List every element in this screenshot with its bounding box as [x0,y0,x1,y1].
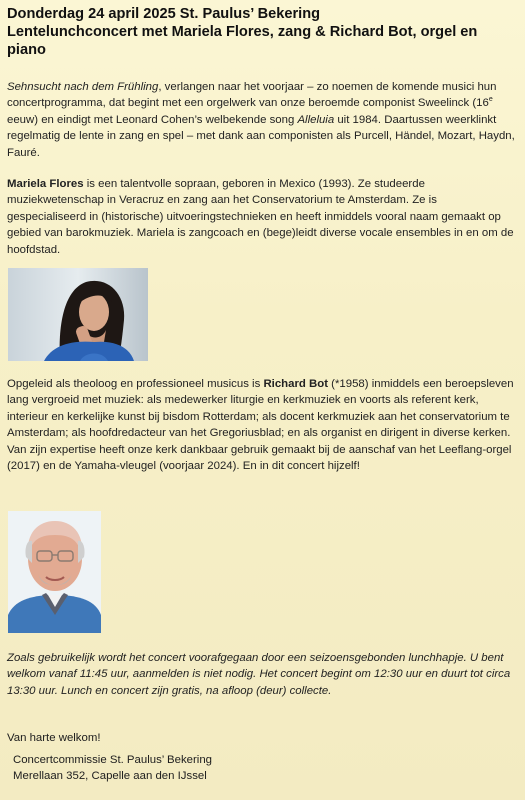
intro-text-a: , verlangen naar het voorjaar – zo noemen de komende musici hun concertprogramma, dat begint met een orgelwerk van onze beroemde componist Sweelinck (16 [7,81,497,110]
bot-name: Richard Bot [263,378,329,390]
richard-bot-photo [8,511,101,633]
welcome-text: Van harte welkom! [7,732,101,744]
title-date-line: Donderdag 24 april 2025 St. Paulus’ Bekering [7,6,321,22]
song-title: Alleluia [297,113,335,126]
title-concert-line: Lentelunchconcert met Mariela Flores, zang & Richard Bot, orgel en piano [7,24,478,58]
intro-text-c: uit 1984. Daartussen weerklinkt regelmatig de lente in zang en spel – met dank aan componisten als Purcell, Händel, Mozart, Haydn, Fauré. [7,113,515,159]
bot-paragraph [7,376,519,474]
flores-paragraph [7,176,519,258]
flores-bio: is een talentvolle sopraan, geboren in Mexico (1993). Ze studeerde muziekwetenschap in Veracruz en zang aan het Conservatorium te Amsterdam. Ze is gespecialiseerd in (historische) uitvoeringstechnieken en heeft inmiddels vooral naam gemaakt op gebied van barokmuziek. Mariela is zangcoach en (bege)leidt diverse vocale ensembles in en om de hoofdstad. [7,178,514,256]
mariela-flores-portrait [8,268,148,361]
committee-name: Concertcommissie St. Paulus’ Bekering [13,754,212,766]
mariela-flores-photo [8,268,148,361]
flyer-title [7,5,517,59]
flores-name: Mariela Flores [7,178,84,190]
intro-paragraph [7,79,519,161]
practical-info: Zoals gebruikelijk wordt het concert voorafgegaan door een seizoensgebonden lunchhapje. U bent welkom vanaf 11:45 uur, aanmelden is niet nodig. Het concert begint om 12:30 uur en duurt tot circa 13:30 uur. Lunch en concert zijn gratis, na afloop (deur) collecte. [7,652,511,697]
address: Merellaan 352, Capelle aan den IJssel [13,770,207,782]
intro-text-b: eeuw) en eindigt met Leonard Cohen’s welbekende song [7,113,298,126]
bot-bio: (*1958) inmiddels een beroepsleven lang vergroeid met muziek: als medewerker liturgie en kerkmuziek en voorts als referent kerk, interieur en kerkelijke kunst bij bisdom Rotterdam; als docent kerkmuziek aan het conservatorium te Amsterdam; als hoofdredacteur van het Gregoriusblad; en als organist en dirigent in diverse kerken. Van zijn expertise heeft onze kerk dankbaar gebruik gemaakt bij de aanschaf van het Leeflang-orgel (2017) en de Yamaha-vleugel (voorjaar 2024). En in dit concert hijzelf! [7,378,514,473]
signature-block [13,752,212,784]
bot-text-a: Opgeleid als theoloog en professioneel musicus is [7,378,264,390]
richard-bot-portrait [8,511,101,633]
program-title: Sehnsucht nach dem Frühling [7,81,159,93]
century-superscript: e [488,96,493,104]
